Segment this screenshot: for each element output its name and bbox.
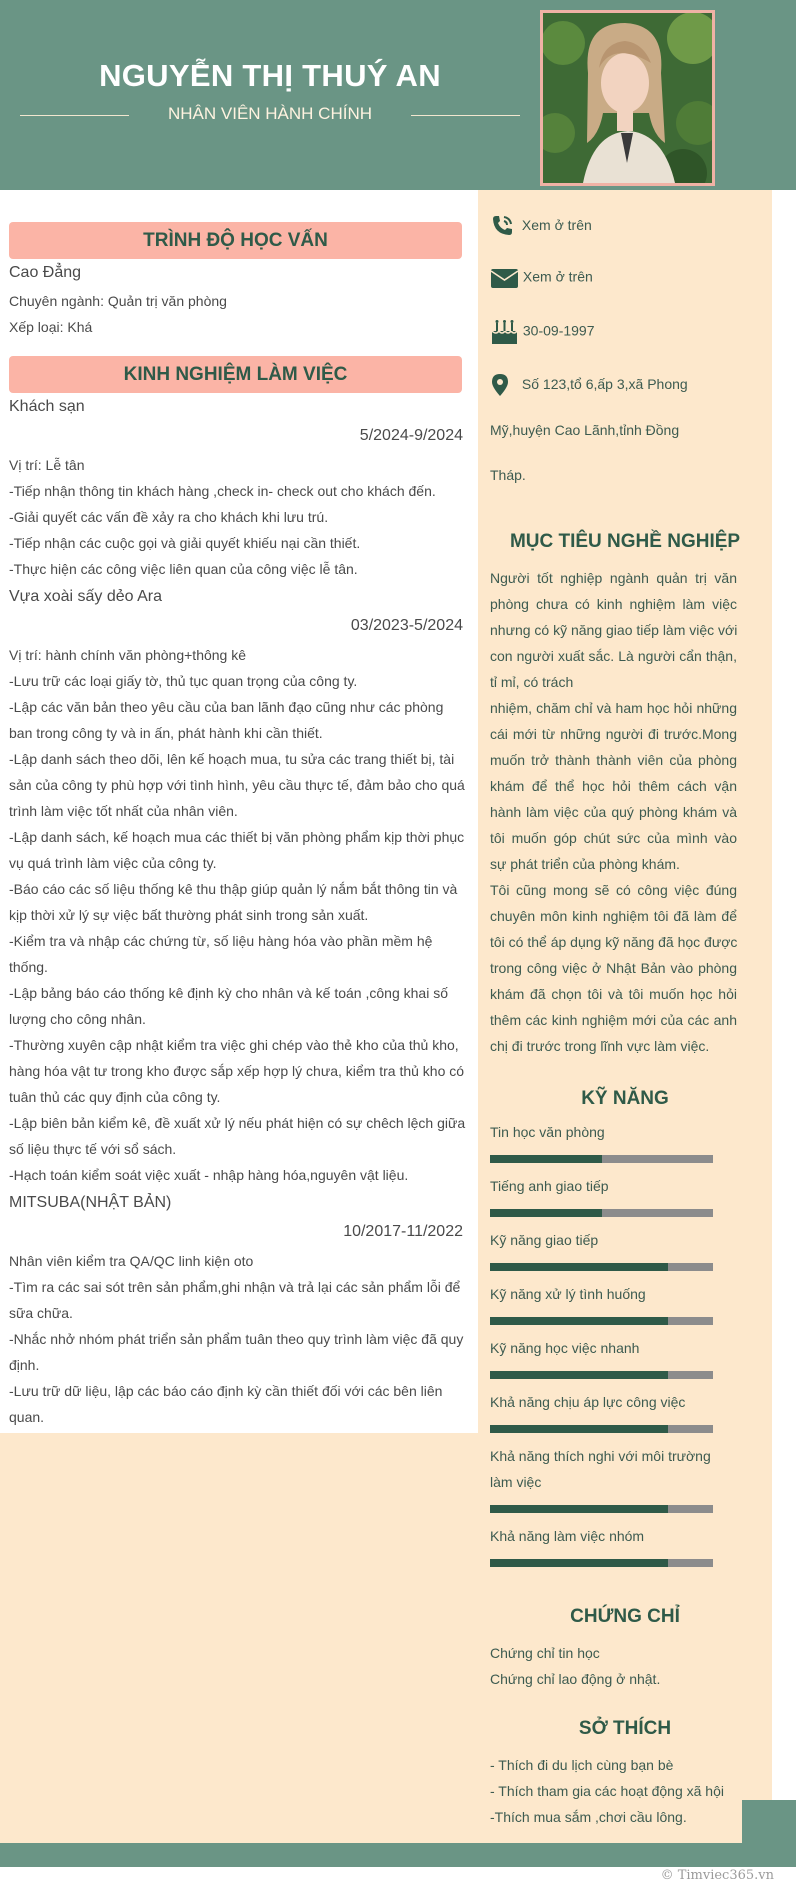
job-line: -Tìm ra các sai sót trên sản phẩm,ghi nhận và trả lại các sản phẩm lỗi để (9, 1279, 461, 1295)
job-line: -Nhắc nhở nhóm phát triển sản phẩm tuân theo quy trình làm việc đã quy (9, 1331, 464, 1347)
objective-line: Người tốt nghiệp ngành quản trị văn (490, 570, 737, 586)
experience-title: KINH NGHIỆM LÀM VIỆC (9, 356, 462, 393)
skill-name: Khả năng chịu áp lực công việc (490, 1394, 686, 1410)
footer-bar (0, 1843, 796, 1867)
footer-corner (742, 1800, 796, 1843)
location-pin-icon (490, 373, 510, 397)
skill-name: Kỹ năng học việc nhanh (490, 1340, 640, 1356)
job-line: định. (9, 1357, 40, 1373)
job-date: 10/2017-11/2022 (343, 1223, 463, 1240)
contact-birthday (490, 319, 595, 345)
skill-bar-fill (490, 1209, 602, 1217)
skill-bar-fill (490, 1559, 668, 1567)
objective-line: trong công việc ở Nhật Bản vào phòng (490, 960, 737, 976)
job-line: -Lưu trữ dữ liệu, lập các báo cáo định kỳ cần thiết đối với các bên liên (9, 1383, 443, 1399)
contact-text: Xem ở trên (521, 216, 592, 233)
objective-line: tỉ mỉ, có trách (490, 674, 574, 690)
education-grade: Xếp loại: Khá (9, 319, 93, 335)
skill-name: Khả năng thích nghi với môi trường (490, 1448, 711, 1464)
skill-bar (490, 1371, 713, 1379)
candidate-name: NGUYỄN THỊ THUÝ AN (99, 58, 441, 93)
job-date: 5/2024-9/2024 (359, 427, 463, 444)
certificate-item: Chứng chỉ lao động ở nhật. (490, 1671, 661, 1687)
job-line: -Tiếp nhận các cuộc gọi và giải quyết khiếu nại cần thiết. (9, 535, 361, 551)
job-line: ban trong công ty và in ấn, phát hành khi cần thiết. (9, 725, 323, 741)
objective-line: con người xuất sắc. Là người cẩn thận, (490, 648, 737, 664)
job-line: -Tiếp nhận thông tin khách hàng ,check in- check out cho khách đến. (9, 483, 436, 499)
objective-line: phòng chưa có kinh nghiệm làm việc (490, 596, 737, 612)
skill-bar-fill (490, 1505, 668, 1513)
job-company: Vựa xoài sấy dẻo Ara (9, 588, 163, 605)
job-line: -Lập biên bản kiểm kê, đề xuất xử lý nếu phát hiện có sự chêch lệch giữa (9, 1115, 466, 1131)
job-line: -Lưu trữ các loại giấy tờ, thủ tục quan trọng của công ty. (9, 673, 358, 689)
skill-bar (490, 1155, 713, 1163)
education-major: Chuyên ngành: Quản trị văn phòng (9, 293, 227, 309)
contact-email (490, 267, 593, 289)
contact-phone (490, 214, 592, 238)
job-title: NHÂN VIÊN HÀNH CHÍNH (167, 104, 373, 123)
skill-name: Tin học văn phòng (490, 1124, 605, 1140)
skill-bar (490, 1263, 713, 1271)
job-date: 03/2023-5/2024 (350, 617, 463, 634)
job-line: Vị trí: Lễ tân (9, 457, 85, 473)
contact-address (490, 373, 688, 397)
hobby-item: - Thích tham gia các hoạt động xã hội (490, 1783, 724, 1799)
objective-line: hành làm việc của quý phòng khám và (490, 804, 737, 820)
job-line: lượng cho công nhân. (9, 1011, 146, 1027)
skill-name: Khả năng làm việc nhóm (490, 1528, 645, 1544)
skill-bar-fill (490, 1263, 668, 1271)
email-icon (490, 267, 519, 289)
objective-line: nhiệm, chăm chỉ và ham học hỏi những (490, 700, 737, 716)
certificates-title: CHỨNG CHỈ (570, 1606, 680, 1627)
skill-bar (490, 1425, 713, 1433)
job-line: sản của công ty phù hợp với tình hình, yêu cầu thực tế, đảm bảo cho quá (9, 777, 465, 793)
job-line: -Thực hiện các công việc liên quan của công việc lễ tân. (9, 561, 358, 577)
job-company: MITSUBA(NHẬT BẢN) (9, 1194, 172, 1211)
skill-bar-fill (490, 1425, 668, 1433)
skill-name: Kỹ năng xử lý tình huống (490, 1286, 646, 1302)
objective-line: Tôi cũng mong sẽ có công việc đúng (490, 882, 737, 898)
address-line: Mỹ,huyện Cao Lãnh,tỉnh Đồng (490, 422, 680, 438)
job-line: sữa chữa. (9, 1305, 73, 1321)
objective-line: chị đi trước trong lĩnh vực làm việc. (490, 1038, 710, 1054)
skill-bar-fill (490, 1371, 668, 1379)
job-line: quan. (9, 1409, 45, 1425)
skill-name: Tiếng anh giao tiếp (490, 1178, 609, 1194)
job-line: -Kiểm tra và nhập các chứng từ, số liệu hàng hóa vào phần mềm hệ (9, 933, 433, 949)
hobby-item: - Thích đi du lịch cùng bạn bè (490, 1757, 674, 1773)
profile-photo (540, 10, 715, 186)
objective-line: cái mới từ những người đi trước.Mong (490, 726, 737, 742)
objective-line: thêm các kinh nghiệm mới của các anh (490, 1012, 737, 1028)
job-line: Vị trí: hành chính văn phòng+thông kê (9, 647, 247, 663)
birthday-cake-icon (490, 319, 519, 345)
certificate-item: Chứng chỉ tin học (490, 1645, 600, 1661)
job-line: -Hạch toán kiểm soát việc xuất - nhập hàng hóa,nguyên vật liệu. (9, 1167, 409, 1183)
phone-icon (490, 214, 514, 238)
skill-bar-fill (490, 1317, 668, 1325)
skill-name-cont: làm việc (490, 1474, 542, 1490)
page-margin (772, 190, 796, 1800)
objective-line: chuyên môn kinh nghiệm tôi đã làm để (490, 908, 737, 924)
hobbies-title: SỞ THÍCH (578, 1718, 672, 1739)
objective-line: khám đã chọn tôi và tôi muốn học hỏi (490, 986, 737, 1002)
hobby-item: -Thích mua sắm ,chơi cầu lông. (490, 1809, 687, 1825)
objective-line: muốn trở thành thành viên của phòng (490, 752, 737, 768)
job-line: kịp thời xử lý sự việc bất thường phát sinh trong sản xuất. (9, 907, 369, 923)
skill-bar (490, 1209, 713, 1217)
objective-title: MỤC TIÊU NGHỀ NGHIỆP (509, 531, 741, 552)
objective-line: nhưng có kỹ năng giao tiếp làm việc với (490, 622, 738, 638)
job-line: -Lập bảng báo cáo thống kê định kỳ cho nhân và kế toán ,công khai số (9, 985, 448, 1001)
job-line: -Lập danh sách theo dõi, lên kế hoạch mua, tu sửa các trang thiết bị, tài (9, 751, 455, 767)
job-company: Khách sạn (9, 398, 85, 415)
divider-right (411, 115, 520, 116)
job-line: vụ quá trình làm việc của công ty. (9, 855, 217, 871)
job-line: số liệu thực tế với sổ sách. (9, 1141, 177, 1157)
header (0, 0, 796, 190)
objective-line: tôi muốn góp chút sức của mình vào (490, 830, 737, 846)
skill-bar-fill (490, 1155, 602, 1163)
job-line: -Thường xuyên cập nhật kiểm tra việc ghi chép vào thẻ kho của thủ kho, (9, 1037, 459, 1053)
contact-text: Số 123,tổ 6,ấp 3,xã Phong (521, 375, 688, 392)
contact-text: Xem ở trên (522, 268, 593, 285)
job-line: tuân thủ các quy định của công ty. (9, 1089, 221, 1105)
job-line: Nhân viên kiểm tra QA/QC linh kiện oto (9, 1253, 254, 1269)
main-column-bottom (0, 1433, 478, 1843)
education-degree: Cao Đẳng (9, 264, 82, 281)
address-line: Tháp. (490, 467, 526, 483)
education-title: TRÌNH ĐỘ HỌC VẤN (9, 222, 462, 259)
job-line: -Lập danh sách, kế hoạch mua các thiết bị văn phòng phẩm kịp thời phục (9, 829, 465, 845)
job-line: -Giải quyết các vấn đề xảy ra cho khách khi lưu trú. (9, 509, 329, 525)
objective-line: sự phát triển của phòng khám. (490, 856, 680, 872)
objective-line: khám để thể học hỏi thêm cách vận (490, 778, 737, 794)
skill-bar (490, 1317, 713, 1325)
job-line: -Lập các văn bản theo yêu cầu của ban lãnh đạo cũng như các phòng (9, 699, 444, 715)
objective-line: tôi có thể áp dụng kỹ năng đã học được (490, 934, 738, 950)
skill-name: Kỹ năng giao tiếp (490, 1232, 599, 1248)
contact-text: 30-09-1997 (522, 322, 595, 339)
job-line: trình làm việc tốt nhất của nhân viên. (9, 803, 238, 819)
job-line: -Báo cáo các số liệu thống kê thu thập giúp quản lý nắm bắt thông tin và (9, 881, 458, 897)
watermark: © Timviec365.vn (660, 1868, 774, 1883)
skill-bar (490, 1505, 713, 1513)
job-line: hàng hóa vật tư trong kho được sắp xếp hợp lý chưa, kiểm tra thủ kho có (9, 1063, 465, 1079)
job-line: thống. (9, 959, 48, 975)
skill-bar (490, 1559, 713, 1567)
skills-title: KỸ NĂNG (581, 1088, 669, 1109)
